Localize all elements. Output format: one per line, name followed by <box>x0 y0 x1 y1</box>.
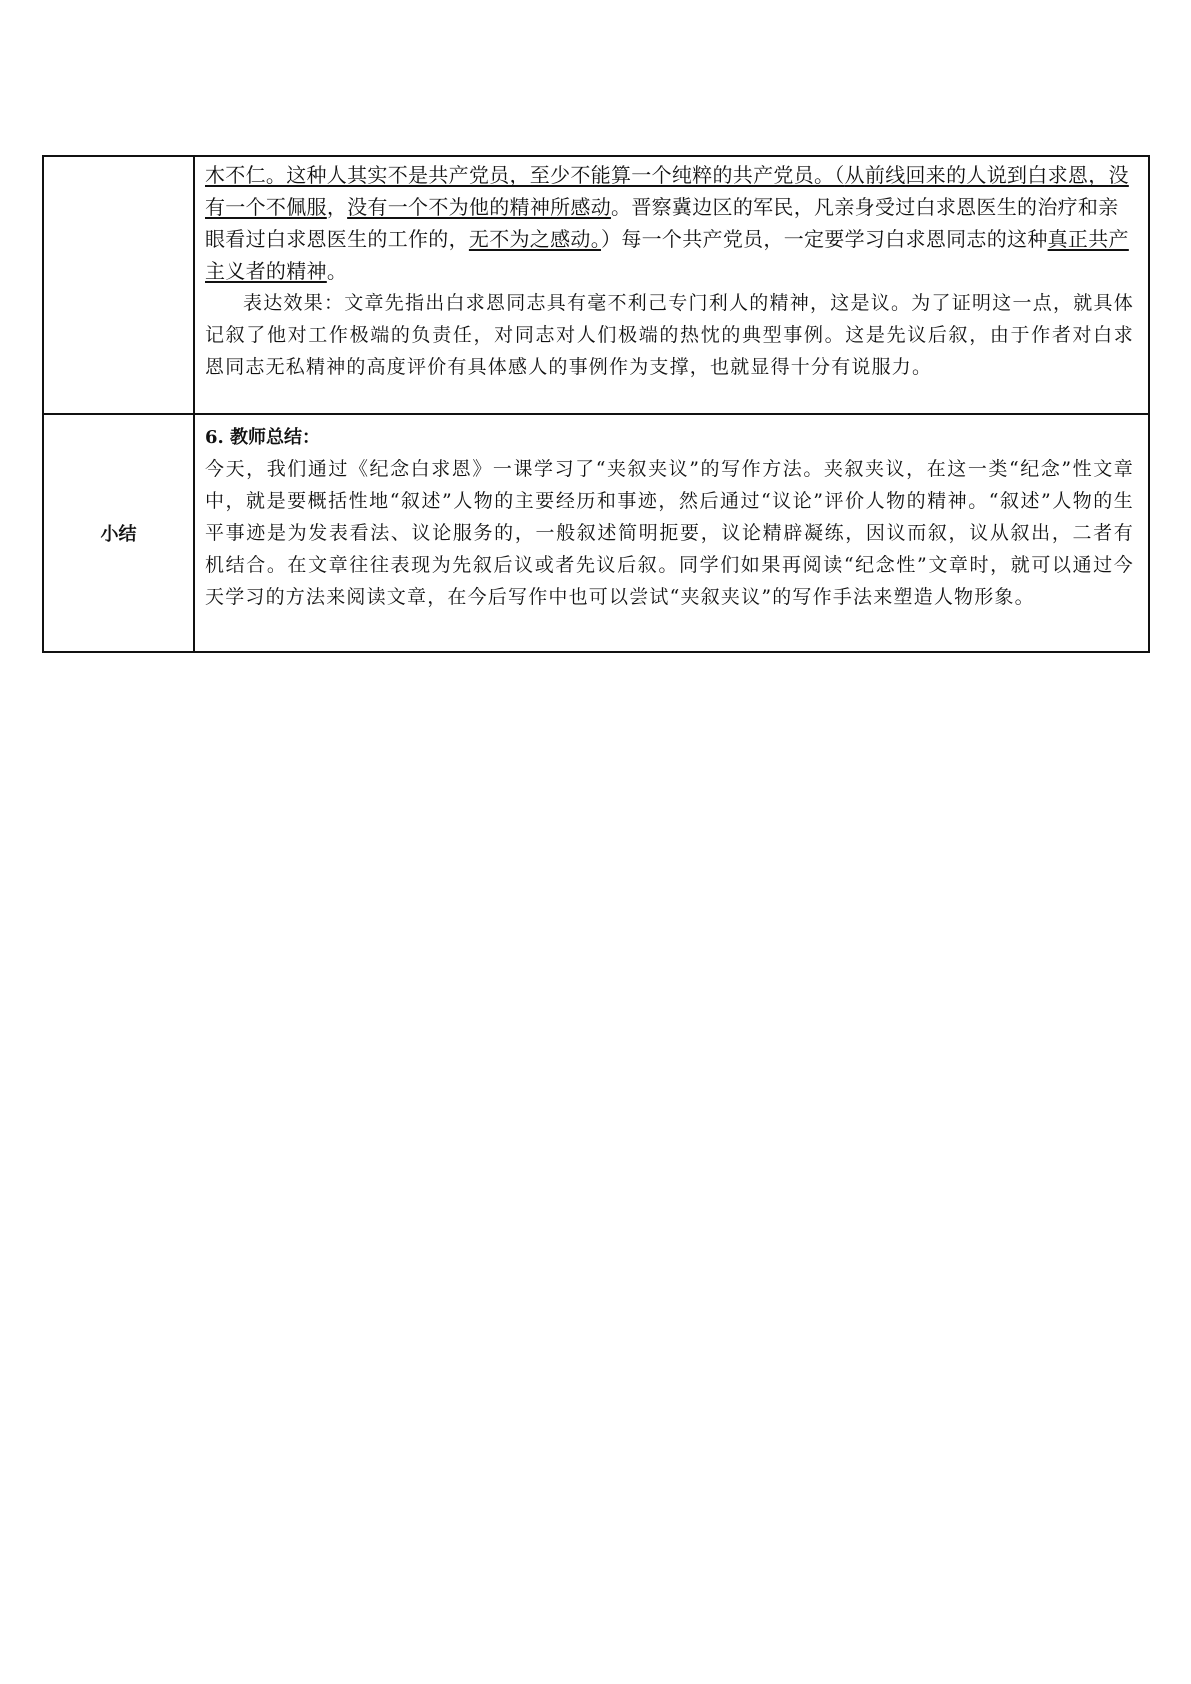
passage-text: 。晋察冀边区的军民，凡亲身受过白求恩医生的治疗和亲眼看过白求恩医生的工作的， <box>205 195 1119 251</box>
row-label-cell <box>43 414 194 652</box>
passage-text: ， <box>326 195 348 219</box>
row-label: 小结 <box>100 524 137 545</box>
underlined-text: 无不为之感动。 <box>468 227 602 251</box>
underlined-text: 没有一个不佩服 <box>205 163 1129 219</box>
table-row <box>43 156 1149 414</box>
summary-paragraph: 今天，我们通过《纪念白求恩》一课学习了“夹叙夹议”的写作方法。夹叙夹议，在这一类“纪念”性文章中，就是要概括性地“叙述”人物的主要经历和事迹，然后通过“议论”评价人物的精神。“叙述”人物的生平事迹是为发表看法、议论服务的，一般叙述简明扼要，议论精辟凝练，因议而叙，议从叙出，二者有机结合。在文章往往表现为先叙后议或者先议后叙。同学们如果再阅读“纪念性”文章时，就可以通过今天学习的方法来阅读文章，在今后写作中也可以尝试“夹叙夹议”的写作手法来塑造人物形象。 <box>205 458 1134 608</box>
underlined-text: 从前线回来的人说到白求恩， <box>844 163 1109 187</box>
lesson-table <box>42 155 1150 653</box>
table-row <box>43 414 1149 652</box>
underlined-text: 没有一个不为他的精神所感动 <box>347 195 612 219</box>
passage-text: 。 <box>326 259 348 283</box>
underlined-text: 真正共产主义者的精神 <box>205 227 1129 283</box>
section-heading: 6. 教师总结： <box>205 427 321 448</box>
underlined-text: 木不仁。这种人其实不是共产党员，至少不能算一个纯粹的共产党员。（ <box>205 163 845 187</box>
quoted-passage <box>205 159 1134 287</box>
passage-text: ）每一个共产党员，一定要学习白求恩同志的这种 <box>601 227 1048 251</box>
row-label-cell <box>43 156 194 414</box>
row-content-cell <box>194 156 1149 414</box>
expression-effect-paragraph: 表达效果：文章先指出白求恩同志具有毫不利己专门利人的精神，这是议。为了证明这一点，就具体记叙了他对工作极端的负责任，对同志对人们极端的热忱的典型事例。这是先议后叙，由于作者对白求恩同志无私精神的高度评价有具体感人的事例作为支撑，也就显得十分有说服力。 <box>205 292 1134 378</box>
row-content-cell <box>194 414 1149 652</box>
